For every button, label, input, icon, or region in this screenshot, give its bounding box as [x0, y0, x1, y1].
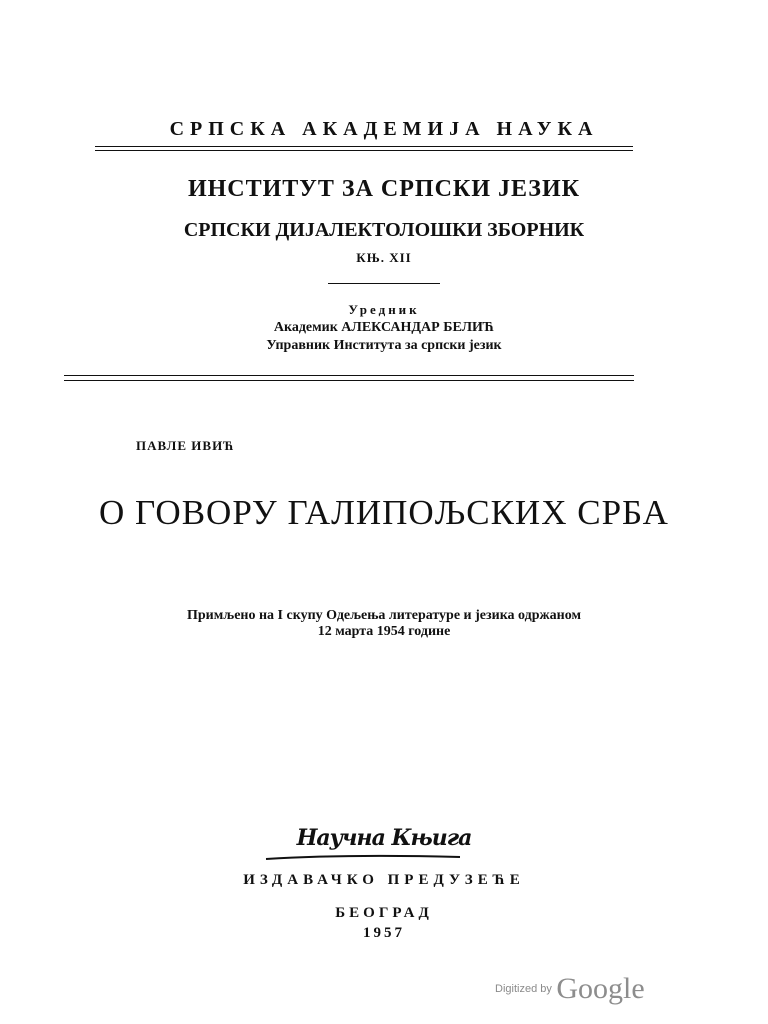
acceptance-note-line-2: 12 марта 1954 године: [317, 624, 451, 639]
acceptance-note-line-1: Примљено на I скупу Одељења литературе и језика одржаном: [187, 608, 581, 623]
publisher-signature: [0, 825, 768, 851]
watermark-prefix: Digitized by: [495, 983, 552, 995]
middle-rule: [64, 375, 634, 376]
google-watermark: [495, 972, 645, 1006]
volume-number: КЊ. XII: [356, 250, 412, 265]
acceptance-note: [0, 608, 768, 640]
institute-name: ИНСТИТУТ ЗА СРПСКИ ЈЕЗИК: [187, 176, 581, 202]
short-divider: [328, 283, 440, 284]
publisher-name: ИЗДАВАЧКО ПРЕДУЗЕЋЕ: [243, 872, 525, 888]
publication-year: 1957: [363, 925, 405, 941]
publication-city: БЕОГРАД: [335, 905, 433, 921]
editor-role: Управник Института за српски језик: [266, 338, 502, 353]
journal-name: СРПСКИ ДИЈАЛЕКТОЛОШКИ ЗБОРНИК: [183, 219, 585, 241]
top-rule-double: [95, 150, 633, 151]
editor-label: Уредник: [348, 302, 420, 317]
author-name: ПАВЛЕ ИВИЋ: [136, 438, 235, 453]
top-rule: [95, 146, 633, 147]
middle-rule-double: [64, 380, 634, 381]
signature-text: Научна Књига: [296, 825, 472, 851]
signature-underline: [264, 851, 464, 865]
editor-name: Академик АЛЕКСАНДАР БЕЛИЋ: [273, 320, 495, 335]
book-title: О ГОВОРУ ГАЛИПОЉСКИХ СРБА: [99, 493, 669, 532]
google-logo: Google: [556, 972, 645, 1005]
academy-name: СРПСКА АКАДЕМИЈА НАУКА: [169, 118, 599, 140]
